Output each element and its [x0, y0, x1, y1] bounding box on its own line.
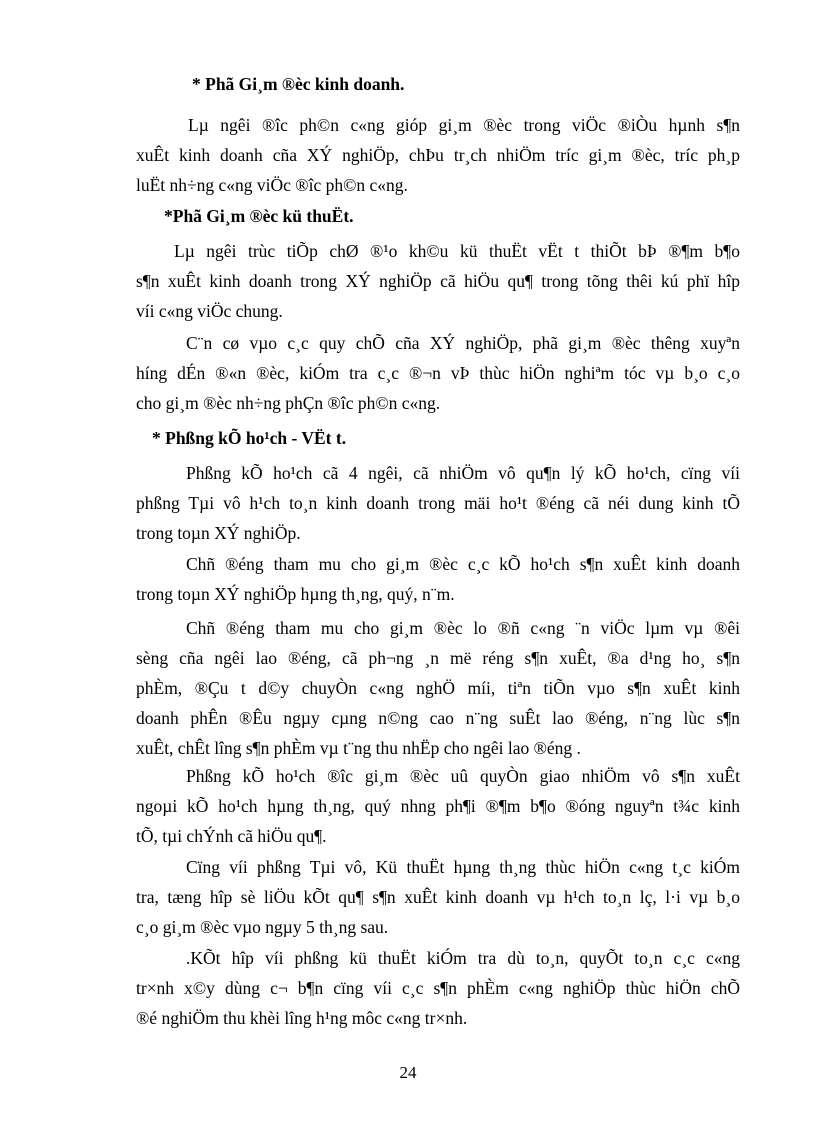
text-line: C¨n cø vµo c¸c quy chÕ cña XÝ nghiÖp, phã gi¸m ®èc thêng xuyªn — [186, 333, 740, 353]
text-line: Chñ ®éng tham mu cho gi¸m ®èc lo ®ñ c«ng ¨n viÖc lµm vµ ®êi — [186, 618, 740, 638]
text-line: Lµ ngêi ®îc ph©n c«ng gióp gi¸m ®èc trong viÖc ®iÒu hµnh s¶n — [188, 115, 740, 135]
text-line: .KÕt hîp víi phßng kü thuËt kiÓm tra dù to¸n, quyÕt to¸n c¸c c«ng — [186, 948, 740, 968]
text-line: xuÊt kinh doanh cña XÝ nghiÖp, chÞu tr¸ch nhiÖm tríc gi¸m ®èc, tríc ph¸p — [136, 145, 740, 165]
text-line: Lµ ngêi trùc tiÕp chØ ®¹o kh©u kü thuËt vËt t thiÕt bÞ ®¶m b¶o — [174, 241, 740, 261]
text-line: Cïng víi phßng Tµi vô, Kü thuËt hµng th¸ng thùc hiÖn c«ng t¸c kiÓm — [186, 857, 740, 877]
text-line: luËt nh÷ng c«ng viÖc ®îc ph©n c«ng. — [136, 175, 408, 195]
heading-deputy-director-technical: *Phã Gi¸m ®èc kü thuËt. — [164, 206, 354, 226]
text-line: tÕ, tµi chÝnh cã hiÖu qu¶. — [136, 826, 327, 846]
text-line: trong toµn XÝ nghiÖp hµng th¸ng, quý, n¨m. — [136, 584, 455, 604]
heading-deputy-director-business: * Phã Gi¸m ®èc kinh doanh. — [192, 74, 405, 94]
text-line: phßng Tµi vô h¹ch to¸n kinh doanh trong mäi ho¹t ®éng cã néi dung kinh tÕ — [136, 493, 740, 513]
text-line: ®é nghiÖm thu khèi lîng h¹ng môc c«ng tr×nh. — [136, 1008, 468, 1028]
paragraph-deputy-regulations — [136, 328, 740, 418]
text-line: doanh phÊn ®Êu ngµy cµng n©ng cao n¨ng suÊt lao ®éng, n¨ng lùc s¶n — [136, 708, 740, 728]
paragraph-deputy-technical-duties — [136, 236, 740, 326]
text-line: s¶n xuÊt kinh doanh trong XÝ nghiÖp cã hiÖu qu¶ trong tõng thêi kú phï hîp — [136, 271, 740, 291]
heading-planning-materials-dept: * Phßng kÕ ho¹ch - VËt t. — [152, 428, 347, 448]
page-number: 24 — [399, 1063, 417, 1082]
paragraph-planning-advice — [136, 549, 740, 609]
text-line: híng dÉn ®«n ®èc, kiÓm tra c¸c ®¬n vÞ thùc hiÖn nghiªm tóc vµ b¸o c¸o — [136, 363, 740, 383]
text-line: c¸o gi¸m ®èc vµo ngµy 5 th¸ng sau. — [136, 917, 389, 937]
text-line: sèng cña ngêi lao ®éng, cã ph¬ng ¸n më réng s¶n xuÊt, ®a d¹ng ho¸ s¶n — [136, 648, 740, 668]
text-line: trong toµn XÝ nghiÖp. — [136, 523, 301, 543]
paragraph-planning-staff — [136, 458, 740, 548]
paragraph-planning-inspection — [136, 852, 740, 942]
text-line: tra, tæng hîp sè liÖu kÕt qu¶ s¶n xuÊt kinh doanh vµ h¹ch to¸n lç, l·i vµ b¸o — [136, 887, 740, 907]
text-line: Chñ ®éng tham mu cho gi¸m ®èc c¸c kÕ ho¹ch s¶n xuÊt kinh doanh — [186, 554, 740, 574]
text-line: cho gi¸m ®èc nh÷ng phÇn ®îc ph©n c«ng. — [136, 393, 441, 413]
text-line: tr×nh x©y dùng c¬ b¶n cïng víi c¸c s¶n phÈm c«ng nghiÖp thùc hiÖn chÕ — [136, 978, 740, 998]
text-line: Phßng kÕ ho¹ch ®îc gi¸m ®èc uû quyÒn giao nhiÖm vô s¶n xuÊt — [186, 766, 740, 786]
paragraph-planning-estimates — [136, 943, 740, 1033]
text-line: ngoµi kÕ ho¹ch hµng th¸ng, quý nhng ph¶i ®¶m b¶o ®óng nguyªn t¾c kinh — [136, 796, 740, 816]
text-line: Phßng kÕ ho¹ch cã 4 ngêi, cã nhiÖm vô qu¶n lý kÕ ho¹ch, cïng víi — [186, 463, 740, 483]
paragraph-deputy-business-duties — [136, 110, 740, 200]
text-line: xuÊt, chÊt lîng s¶n phÈm vµ t¨ng thu nhËp cho ngêi lao ®éng . — [136, 738, 581, 758]
text-line: víi c«ng viÖc chung. — [136, 301, 283, 321]
paragraph-planning-employment — [136, 613, 740, 763]
text-line: phÈm, ®Çu t d©y chuyÒn c«ng nghÖ míi, tiªn tiÕn vµo s¶n xuÊt kinh — [136, 678, 740, 698]
paragraph-planning-delegation — [136, 761, 740, 851]
